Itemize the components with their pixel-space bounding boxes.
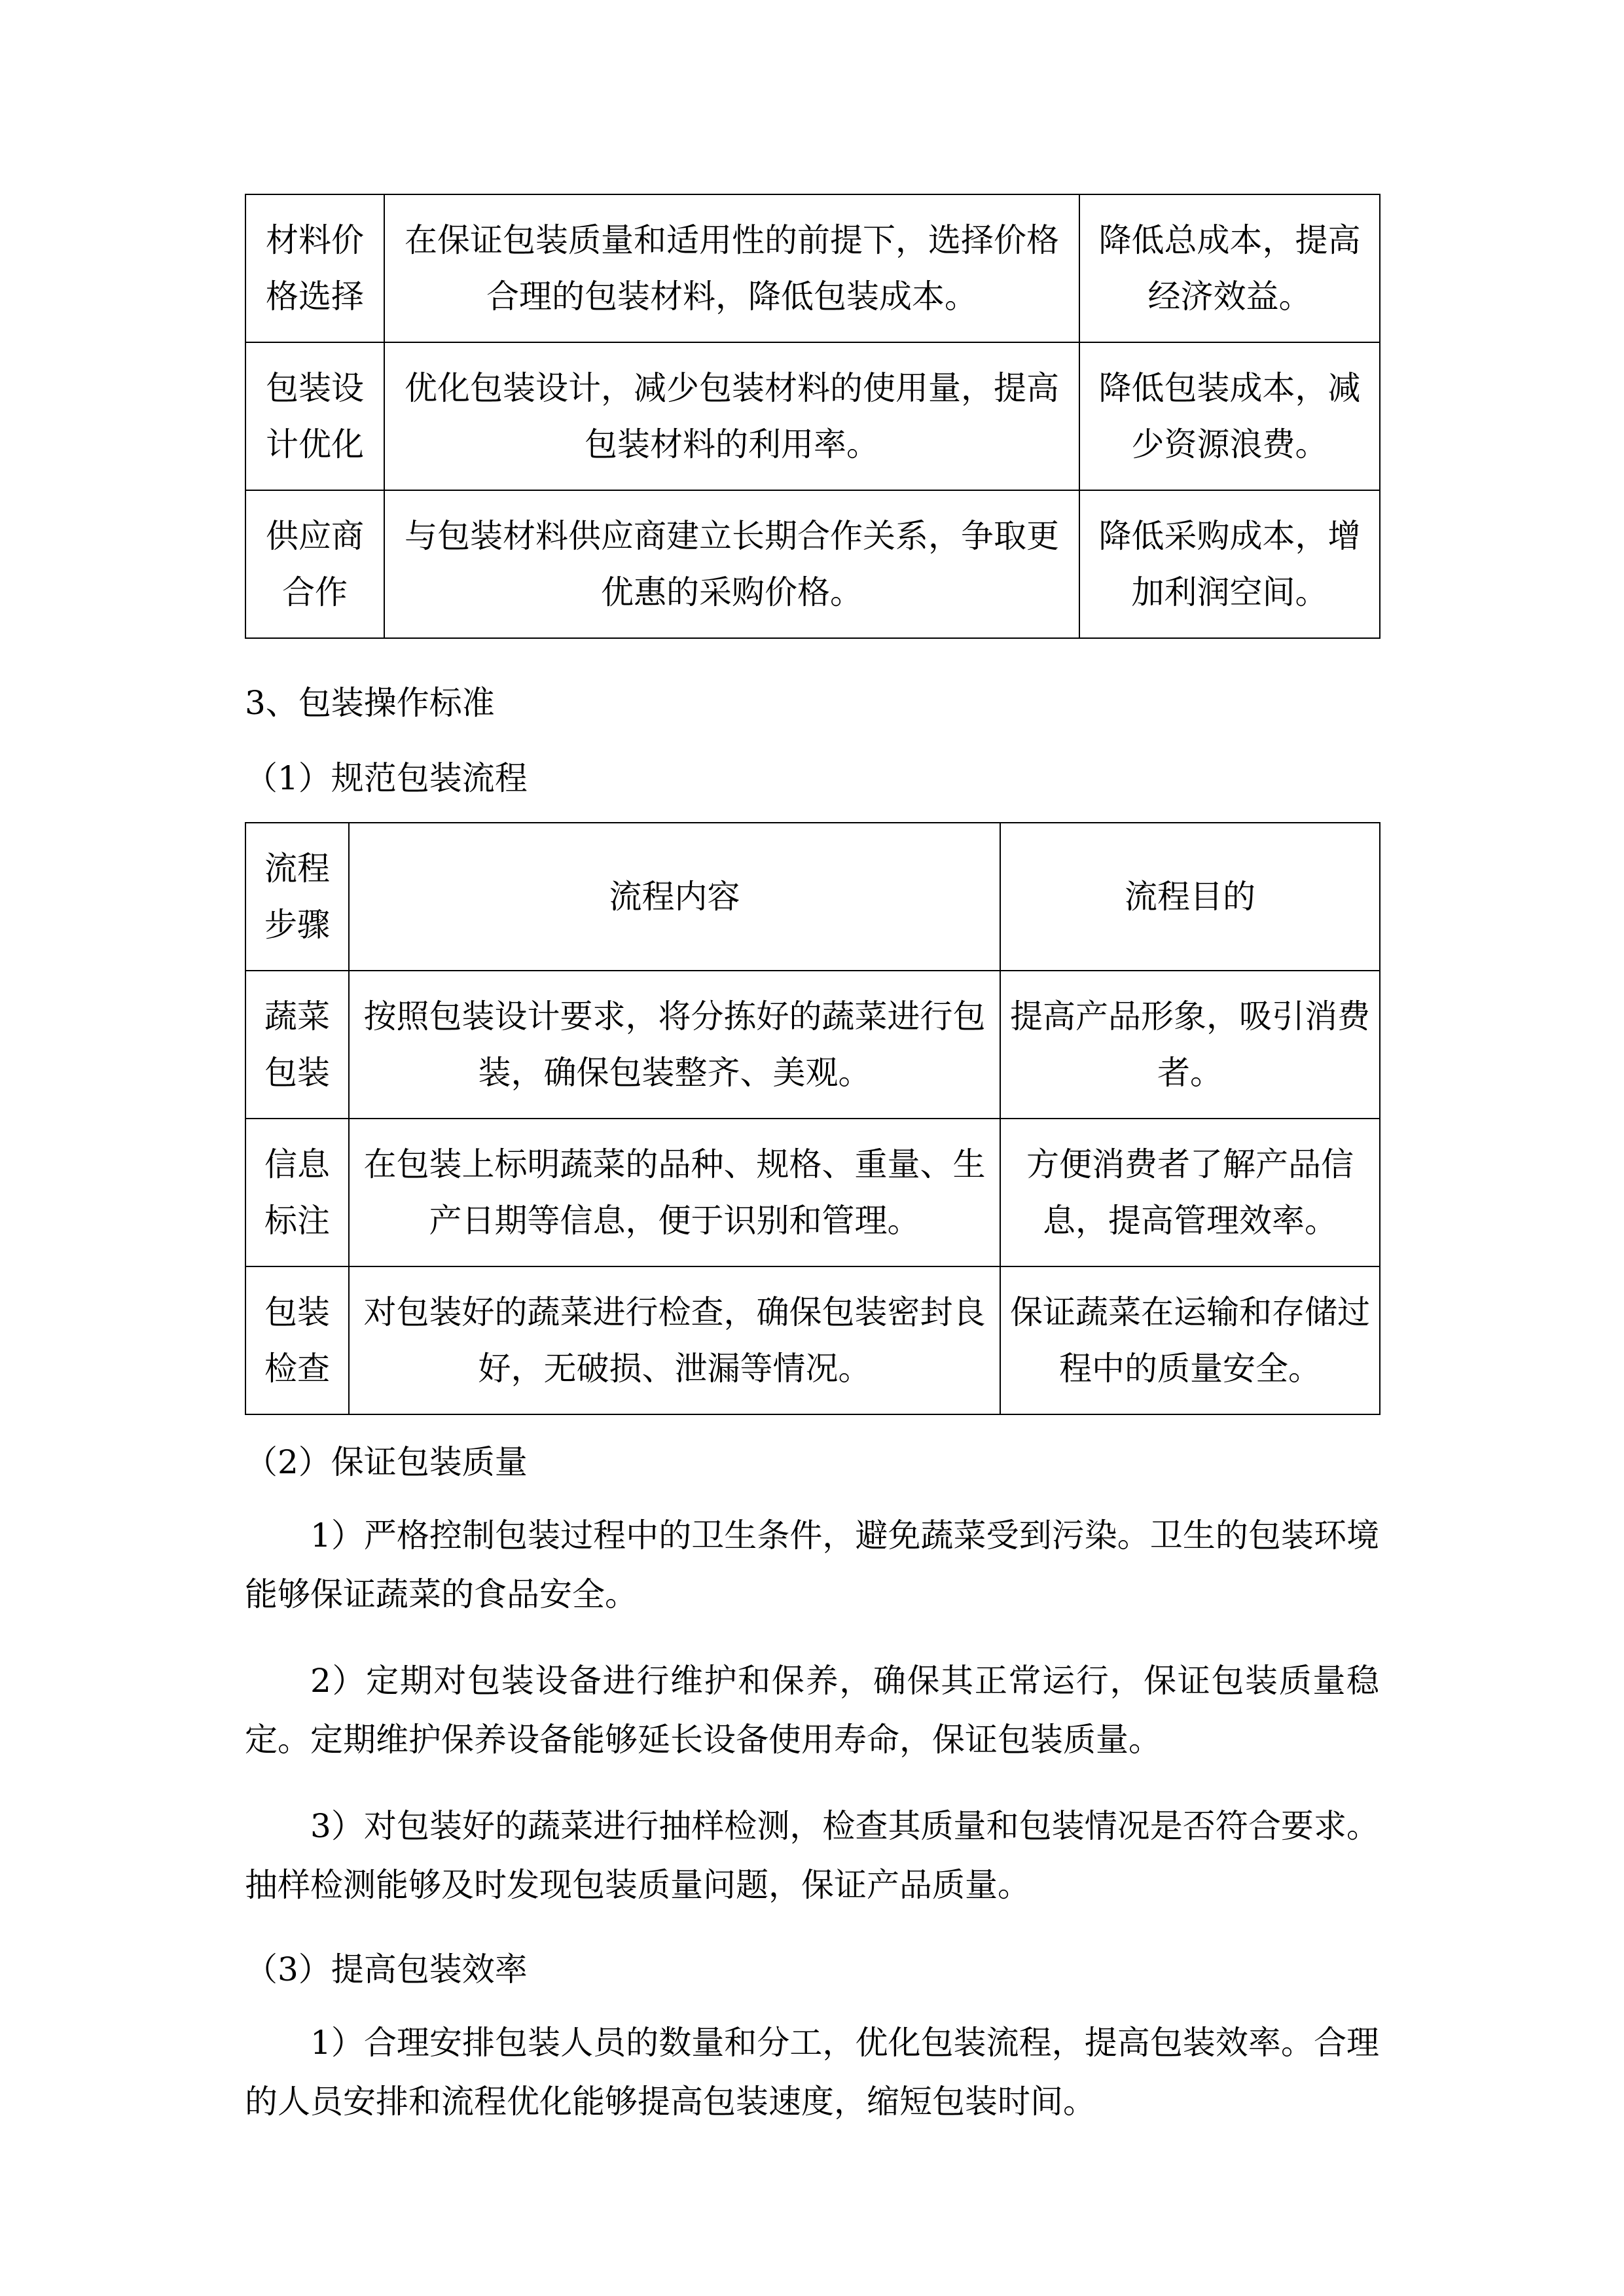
table-row (245, 1266, 1380, 1414)
table-cell-step: 信息标注 (245, 1119, 349, 1266)
section-heading: 3、包装操作标准 (245, 684, 495, 722)
subsection-heading-1: （1）规范包装流程 (245, 759, 528, 797)
table-header-content: 流程内容 (349, 823, 1000, 971)
body-paragraph: 3）对包装好的蔬菜进行抽样检测，检查其质量和包装情况是否符合要求。抽样检测能够及时发现包装质量问题，保证产品质量。 (245, 1807, 1379, 1904)
table-cell-purpose: 降低采购成本，增加利润空间。 (1079, 490, 1380, 638)
subsection-heading-3: （3）提高包装效率 (245, 1950, 528, 1988)
table-cell-step: 蔬菜包装 (245, 971, 349, 1119)
packing-process-table (245, 822, 1380, 1415)
table-cell-content: 在包装上标明蔬菜的品种、规格、重量、生产日期等信息，便于识别和管理。 (349, 1119, 1000, 1266)
table-cell-content: 优化包装设计，减少包装材料的使用量，提高包装材料的利用率。 (384, 342, 1079, 490)
table-row (245, 971, 1380, 1119)
table-header-purpose: 流程目的 (1000, 823, 1380, 971)
table-row (245, 1119, 1380, 1266)
table-cell-step: 包装检查 (245, 1266, 349, 1414)
table-header-step: 流程步骤 (245, 823, 349, 971)
table-cell-content: 按照包装设计要求，将分拣好的蔬菜进行包装，确保包装整齐、美观。 (349, 971, 1000, 1119)
table-cell-term: 包装设计优化 (245, 342, 384, 490)
table-cell-purpose: 降低总成本，提高经济效益。 (1079, 194, 1380, 342)
table-row (245, 490, 1380, 638)
table-cell-content: 对包装好的蔬菜进行检查，确保包装密封良好，无破损、泄漏等情况。 (349, 1266, 1000, 1414)
table-header-row (245, 823, 1380, 971)
table-cell-purpose: 提高产品形象，吸引消费者。 (1000, 971, 1380, 1119)
table-row (245, 342, 1380, 490)
body-paragraph: 1）严格控制包装过程中的卫生条件，避免蔬菜受到污染。卫生的包装环境能够保证蔬菜的食品安全。 (245, 1516, 1379, 1613)
pricing-strategy-table (245, 194, 1380, 639)
table-cell-purpose: 降低包装成本，减少资源浪费。 (1079, 342, 1380, 490)
body-paragraph: 1）合理安排包装人员的数量和分工，优化包装流程，提高包装效率。合理的人员安排和流程优化能够提高包装速度，缩短包装时间。 (245, 2024, 1379, 2121)
body-paragraph: 2）定期对包装设备进行维护和保养，确保其正常运行，保证包装质量稳定。定期维护保养设备能够延长设备使用寿命，保证包装质量。 (245, 1662, 1379, 1759)
table-cell-content: 在保证包装质量和适用性的前提下，选择价格合理的包装材料，降低包装成本。 (384, 194, 1079, 342)
table-cell-content: 与包装材料供应商建立长期合作关系，争取更优惠的采购价格。 (384, 490, 1079, 638)
table-cell-term: 材料价格选择 (245, 194, 384, 342)
table-cell-term: 供应商合作 (245, 490, 384, 638)
table-row (245, 194, 1380, 342)
table-cell-purpose: 方便消费者了解产品信息，提高管理效率。 (1000, 1119, 1380, 1266)
table-cell-purpose: 保证蔬菜在运输和存储过程中的质量安全。 (1000, 1266, 1380, 1414)
subsection-heading-2: （2）保证包装质量 (245, 1443, 528, 1481)
